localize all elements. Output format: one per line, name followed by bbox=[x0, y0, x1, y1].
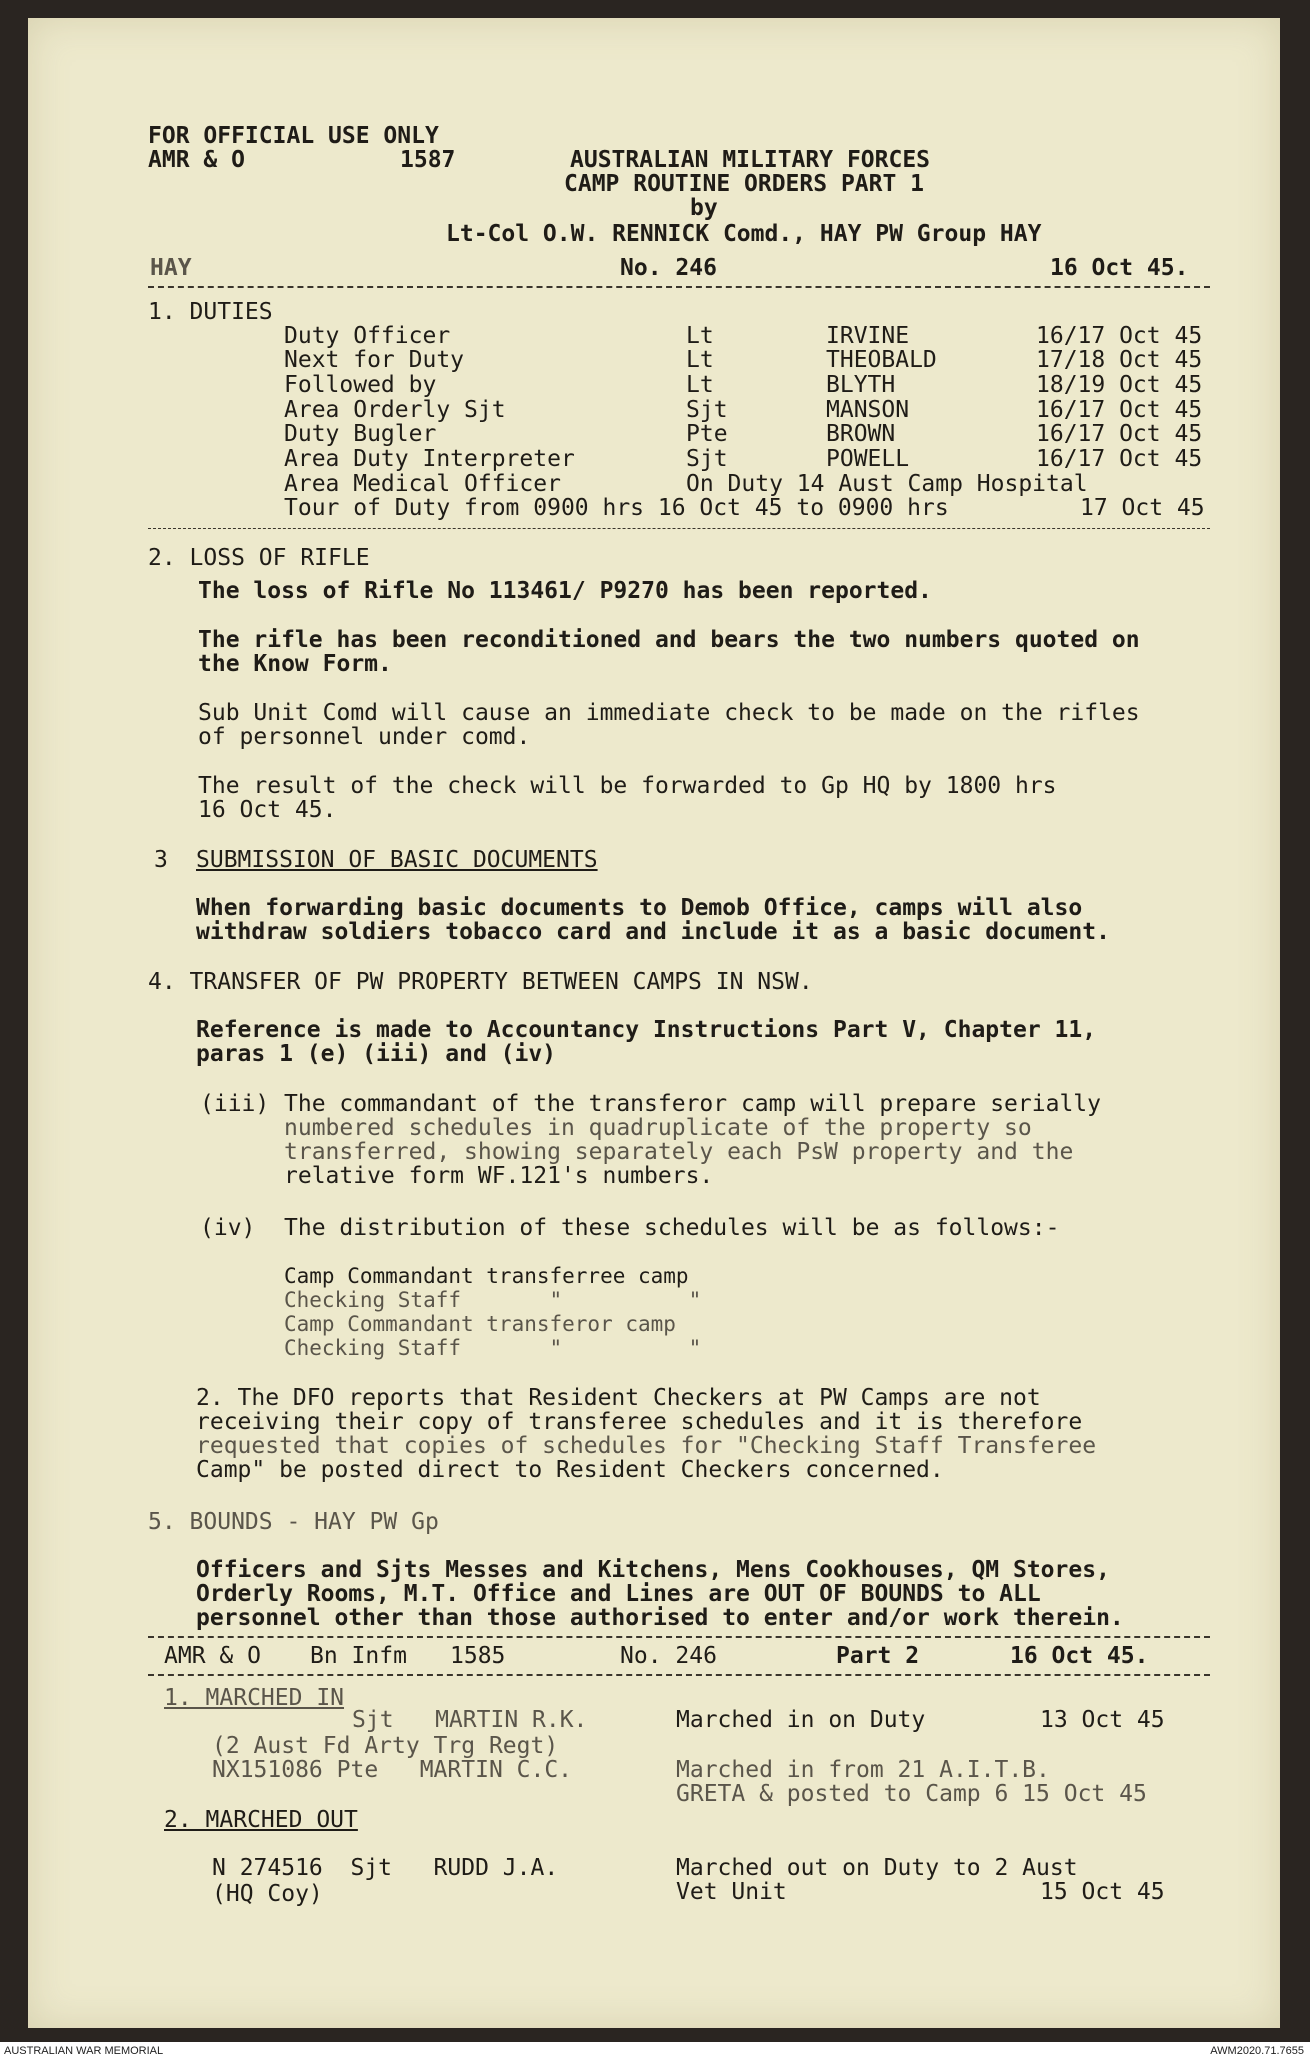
paragraph-line: personnel other than those authorised to enter and/or work therein. bbox=[196, 1605, 1124, 1631]
divider bbox=[148, 1674, 1210, 1676]
duty-name: BLYTH bbox=[826, 372, 896, 398]
paragraph-line: relative form WF.121's numbers. bbox=[284, 1163, 714, 1189]
duty-dates: 16/17 Oct 45 bbox=[1036, 421, 1203, 447]
paragraph-line: The loss of Rifle No 113461/ P9270 has been reported. bbox=[198, 578, 932, 604]
section-number: 3 bbox=[154, 847, 168, 873]
movement-text: GRETA & posted to Camp 6 15 Oct 45 bbox=[676, 1781, 1147, 1807]
tour-of-duty: Tour of Duty from 0900 hrs 16 Oct 45 to 0900 hrs bbox=[284, 495, 949, 521]
title-line-1: AUSTRALIAN MILITARY FORCES bbox=[570, 147, 931, 173]
paragraph-line: The rifle has been reconditioned and bears the two numbers quoted on bbox=[198, 627, 1140, 653]
duty-role: Followed by bbox=[284, 372, 437, 398]
duty-role: Area Medical Officer bbox=[284, 471, 561, 497]
divider bbox=[148, 286, 1210, 288]
paragraph-line: Camp" be posted direct to Resident Checkers concerned. bbox=[196, 1457, 944, 1483]
order-ref: AMR & O bbox=[148, 147, 245, 173]
section-heading: SUBMISSION OF BASIC DOCUMENTS bbox=[196, 847, 598, 873]
paragraph-line: paras 1 (e) (iii) and (iv) bbox=[196, 1041, 557, 1067]
archive-footer bbox=[0, 2042, 1310, 2061]
duty-name: IRVINE bbox=[826, 323, 910, 349]
section-heading: 2. LOSS OF RIFLE bbox=[148, 545, 370, 571]
distribution-line: Checking Staff " " bbox=[284, 1288, 702, 1312]
paragraph-line: The distribution of these schedules will be as follows:- bbox=[284, 1215, 1060, 1241]
duty-dates: 16/17 Oct 45 bbox=[1036, 323, 1203, 349]
duty-rank: Lt bbox=[686, 323, 714, 349]
place: HAY bbox=[150, 255, 192, 281]
divider bbox=[148, 1636, 1210, 1638]
duty-dates: 17/18 Oct 45 bbox=[1036, 347, 1203, 373]
part2-date: 16 Oct 45. bbox=[1010, 1643, 1149, 1669]
part2-number: No. 246 bbox=[620, 1643, 717, 1669]
section-heading: 5. BOUNDS - HAY PW Gp bbox=[148, 1509, 439, 1535]
distribution-line: Checking Staff " " bbox=[284, 1336, 702, 1360]
paragraph-line: The commandant of the transferor camp will prepare serially bbox=[284, 1091, 1101, 1117]
duty-role: Duty Officer bbox=[284, 323, 451, 349]
duty-rank: Sjt bbox=[686, 446, 728, 472]
paragraph-line: withdraw soldiers tobacco card and include it as a basic document. bbox=[196, 919, 1110, 945]
paragraph-line: Officers and Sjts Messes and Kitchens, Mens Cookhouses, QM Stores, bbox=[196, 1557, 1110, 1583]
clause-label: (iii) bbox=[200, 1091, 270, 1117]
classification: FOR OFFICIAL USE ONLY bbox=[148, 123, 439, 149]
order-date: 16 Oct 45. bbox=[1050, 255, 1189, 281]
paragraph-line: transferred, showing separately each PsW property and the bbox=[284, 1139, 1074, 1165]
clause-label: (iv) bbox=[200, 1215, 256, 1241]
archive-id: AWM2020.71.7655 bbox=[1210, 2045, 1304, 2057]
part2-label: Part 2 bbox=[836, 1643, 920, 1669]
paragraph-line: Orderly Rooms, M.T. Office and Lines are OUT OF BOUNDS to ALL bbox=[196, 1581, 1041, 1607]
order-ref-number: 1587 bbox=[400, 147, 456, 173]
personnel-unit: (2 Aust Fd Arty Trg Regt) bbox=[212, 1733, 559, 1759]
duty-rank: Lt bbox=[686, 372, 714, 398]
duty-role: Duty Bugler bbox=[284, 421, 437, 447]
duty-dates: 18/19 Oct 45 bbox=[1036, 372, 1203, 398]
paragraph-line: 2. The DFO reports that Resident Checkers at PW Camps are not bbox=[196, 1385, 1041, 1411]
title-by: by bbox=[690, 195, 718, 221]
part2-ref2: Bn Infm bbox=[310, 1643, 407, 1669]
duty-dates: 16/17 Oct 45 bbox=[1036, 446, 1203, 472]
section-heading: 4. TRANSFER OF PW PROPERTY BETWEEN CAMPS IN NSW. bbox=[148, 969, 813, 995]
duty-role: Next for Duty bbox=[284, 347, 465, 373]
archive-name: AUSTRALIAN WAR MEMORIAL bbox=[4, 2045, 164, 2057]
order-number: No. 246 bbox=[620, 255, 717, 281]
paragraph-line: Reference is made to Accountancy Instructions Part V, Chapter 11, bbox=[196, 1017, 1097, 1043]
paragraph-line: requested that copies of schedules for "Checking Staff Transferee bbox=[196, 1433, 1097, 1459]
personnel-unit: (HQ Coy) bbox=[212, 1881, 323, 1907]
distribution-line: Camp Commandant transferree camp bbox=[284, 1264, 689, 1288]
personnel-name: NX151086 Pte MARTIN C.C. bbox=[212, 1757, 573, 1783]
personnel-name: Sjt MARTIN R.K. bbox=[352, 1707, 588, 1733]
movement-text: Marched out on Duty to 2 Aust bbox=[676, 1855, 1078, 1881]
duty-name: BROWN bbox=[826, 421, 896, 447]
paragraph-line: of personnel under comd. bbox=[198, 724, 531, 750]
duty-dates: 16/17 Oct 45 bbox=[1036, 397, 1203, 423]
duty-name: POWELL bbox=[826, 446, 910, 472]
part2-ref: AMR & O bbox=[164, 1643, 261, 1669]
duty-rank: Lt bbox=[686, 347, 714, 373]
divider bbox=[148, 528, 1210, 529]
tour-end: 17 Oct 45 bbox=[1080, 495, 1205, 521]
paragraph-line: Sub Unit Comd will cause an immediate check to be made on the rifles bbox=[198, 700, 1140, 726]
movement-text: Vet Unit bbox=[676, 1879, 787, 1905]
duty-role: Area Duty Interpreter bbox=[284, 446, 575, 472]
section-heading: 2. MARCHED OUT bbox=[164, 1807, 358, 1833]
paragraph-line: numbered schedules in quadruplicate of the property so bbox=[284, 1115, 1032, 1141]
duty-value: On Duty 14 Aust Camp Hospital bbox=[686, 471, 1088, 497]
movement-date: 15 Oct 45 bbox=[1040, 1879, 1165, 1905]
commander: Lt-Col O.W. RENNICK Comd., HAY PW Group HAY bbox=[446, 221, 1042, 247]
duty-name: MANSON bbox=[826, 397, 910, 423]
duty-rank: Pte bbox=[686, 421, 728, 447]
paragraph-line: When forwarding basic documents to Demob Office, camps will also bbox=[196, 895, 1083, 921]
part2-ref-number: 1585 bbox=[450, 1643, 506, 1669]
movement-text: Marched in on Duty bbox=[676, 1707, 926, 1733]
movement-text: Marched in from 21 A.I.T.B. bbox=[676, 1757, 1050, 1783]
paragraph-line: 16 Oct 45. bbox=[198, 797, 337, 823]
personnel-name: N 274516 Sjt RUDD J.A. bbox=[212, 1855, 559, 1881]
section-heading: 1. DUTIES bbox=[148, 299, 273, 325]
section-heading: 1. MARCHED IN bbox=[164, 1685, 345, 1711]
distribution-line: Camp Commandant transferor camp bbox=[284, 1312, 676, 1336]
movement-date: 13 Oct 45 bbox=[1040, 1707, 1165, 1733]
duty-name: THEOBALD bbox=[826, 347, 937, 373]
duty-rank: Sjt bbox=[686, 397, 728, 423]
paragraph-line: receiving their copy of transferee schedules and it is therefore bbox=[196, 1409, 1083, 1435]
paragraph-line: The result of the check will be forwarded to Gp HQ by 1800 hrs bbox=[198, 773, 1057, 799]
title-line-2: CAMP ROUTINE ORDERS PART 1 bbox=[564, 171, 925, 197]
duty-role: Area Orderly Sjt bbox=[284, 397, 506, 423]
paragraph-line: the Know Form. bbox=[198, 651, 392, 677]
